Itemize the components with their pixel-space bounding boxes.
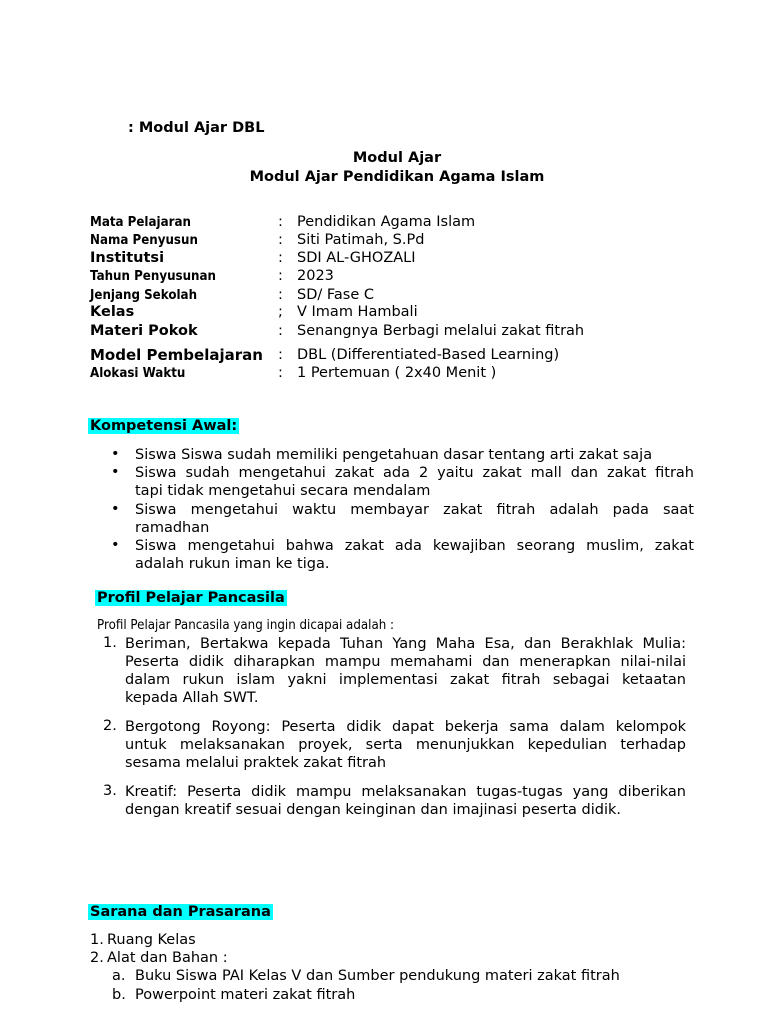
meta-label: Materi Pokok [90,323,198,339]
bullet-icon: • [111,501,120,517]
meta-label: Nama Penyusun [90,232,198,248]
meta-value: V Imam Hambali [297,304,418,320]
meta-value: Pendidikan Agama Islam [297,214,476,230]
profil-intro-text: Profil Pelajar Pancasila yang ingin dicapai adalah : [97,617,395,633]
meta-separator: : [278,232,283,248]
list-item-line: Siswa Siswa sudah memiliki pengetahuan dasar tentang arti zakat saja [135,447,653,463]
list-item-line: Siswa mengetahui bahwa zakat ada kewajiban seorang muslim, zakat [135,538,694,554]
list-item-text: Ruang Kelas [107,932,196,948]
list-letter: a. [112,968,126,984]
meta-label: Tahun Penyusunan [90,268,216,284]
meta-value: Senangnya Berbagi melalui zakat fitrah [297,323,585,339]
profil-intro [97,617,435,633]
list-number: 1. [103,635,117,651]
highlighted-heading: Kompetensi Awal: [90,418,238,434]
section-heading-kompetensi [88,418,239,434]
meta-value: DBL (Differentiated-Based Learning) [297,347,560,363]
list-item-text: Alat dan Bahan : [107,950,228,966]
meta-label: Alokasi Waktu [90,365,186,381]
list-item-line: sesama melalui praktek zakat fitrah [125,755,387,771]
list-item-line: untuk melaksanakan proyek, serta menunjukkan kepedulian terhadap [125,737,686,753]
section-heading-profil [95,590,287,606]
document-heading: : Modul Ajar DBL [128,120,265,136]
bullet-icon: • [111,446,120,462]
list-item-line: dalam rukun islam yakni implementasi zakat fitrah sebagai ketaatan [125,672,686,688]
meta-separator: ; [278,304,283,320]
list-number: 3. [103,783,117,799]
list-letter: b. [112,987,126,1003]
list-item-line: tapi tidak mengetahui secara mendalam [135,483,431,499]
meta-label: Mata Pelajaran [90,214,191,230]
list-item-line: kepada Allah SWT. [125,690,259,706]
title-line-1: Modul Ajar [352,150,442,166]
list-number: 1. [90,932,104,948]
list-item-text: Buku Siswa PAI Kelas V dan Sumber pendukung materi zakat fitrah [135,968,620,984]
meta-value: SDI AL-GHOZALI [297,250,416,266]
meta-label: Kelas [90,304,135,320]
list-number: 2. [90,950,104,966]
meta-separator: : [278,287,283,303]
highlighted-heading: Profil Pelajar Pancasila [97,590,285,606]
meta-separator: : [278,365,283,381]
meta-value: 1 Pertemuan ( 2x40 Menit ) [297,365,497,381]
bullet-icon: • [111,537,120,553]
list-number: 2. [103,718,117,734]
title-line-2: Modul Ajar Pendidikan Agama Islam [249,169,545,185]
meta-separator: : [278,323,283,339]
list-item-line: adalah rukun iman ke tiga. [135,556,330,572]
meta-value: 2023 [297,268,334,284]
list-item-line: Siswa mengetahui waktu membayar zakat fitrah adalah pada saat [135,502,694,518]
bullet-icon: • [111,464,120,480]
section-heading-sarana [88,904,273,920]
list-item-line: Siswa sudah mengetahui zakat ada 2 yaitu zakat mall dan zakat fitrah [135,465,694,481]
meta-label: Model Pembelajaran [90,346,263,364]
list-item-line: Peserta didik diharapkan mampu memahami dan menerapkan nilai-nilai [125,654,686,670]
list-item-line: Kreatif: Peserta didik mampu melaksanakan tugas-tugas yang diberikan [125,784,686,800]
highlighted-heading: Sarana dan Prasarana [90,904,271,920]
meta-separator: : [278,250,283,266]
meta-separator: : [278,347,283,363]
meta-label: Institutsi [90,250,165,266]
list-item-line: Bergotong Royong: Peserta didik dapat bekerja sama dalam kelompok [125,719,686,735]
meta-label: Jenjang Sekolah [90,287,198,303]
meta-separator: : [278,214,283,230]
list-item-line: dengan kreatif sesuai dengan keinginan dan imajinasi peserta didik. [125,802,622,818]
meta-value: Siti Patimah, S.Pd [297,232,425,248]
meta-separator: : [278,268,283,284]
list-item-line: ramadhan [135,520,210,536]
meta-value: SD/ Fase C [297,287,374,303]
list-item-line: Beriman, Bertakwa kepada Tuhan Yang Maha Esa, dan Berakhlak Mulia: [125,636,686,652]
list-item-text: Powerpoint materi zakat fitrah [135,987,356,1003]
